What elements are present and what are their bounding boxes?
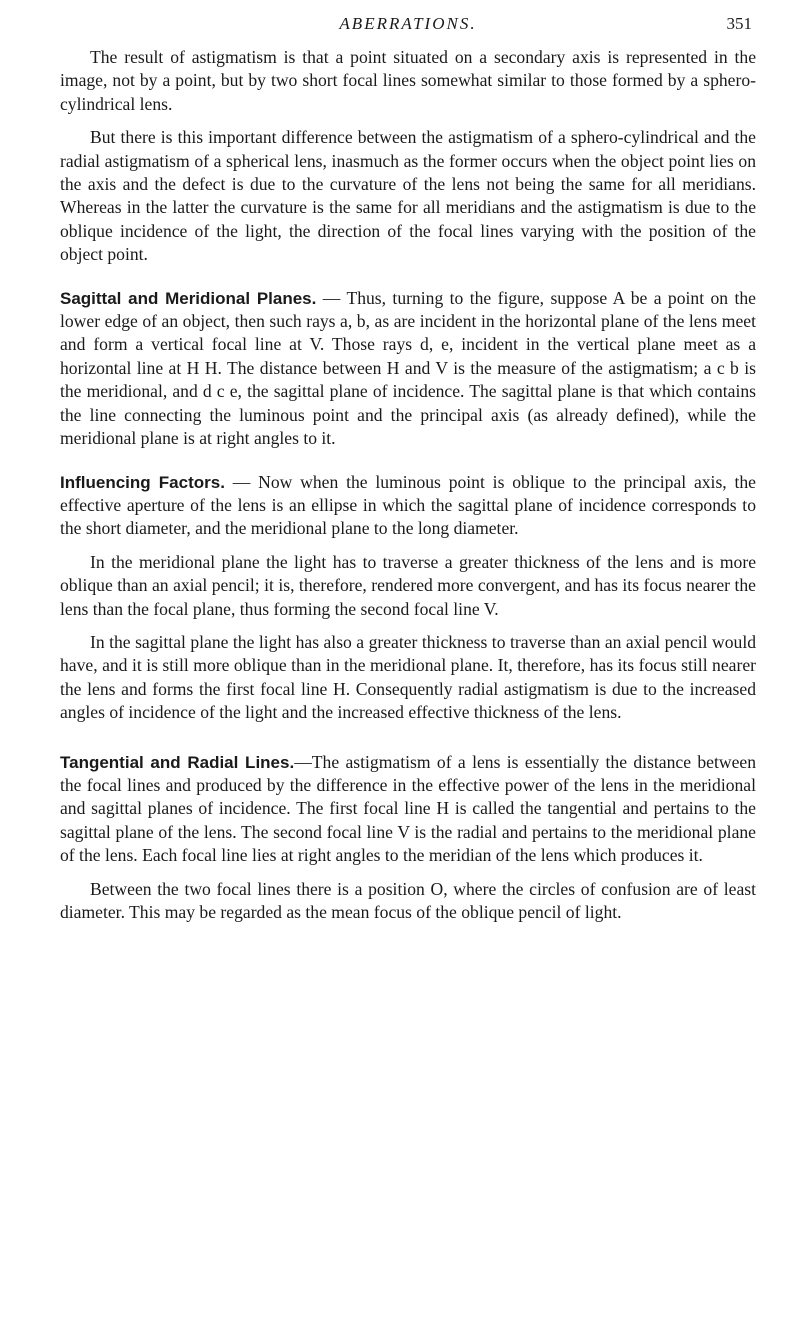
paragraph-1	[60, 46, 756, 116]
running-head	[60, 14, 756, 46]
paragraph-text: — Thus, turning to the figure, suppose A be a point on the lower edge of an object, then such rays a, b, as are incident in the horizontal plane of the lens meet and form a vertical focal line at V. Those rays d, e, incident in the vertical plane meet as a horizontal line at H H. The distance between H and V is the measure of the astigmatism; a c b is the meridional, and d c e, the sagittal plane of incidence. The sagittal plane is that which contains the line connecting the luminous point and the principal axis (as already defined), while the meridional plane is at right angles to it.	[60, 287, 756, 449]
paragraph-influencing-factors	[60, 471, 756, 541]
paragraph-least-confusion	[60, 878, 756, 925]
paragraph-meridional-plane	[60, 551, 756, 621]
paragraph-sagittal-plane	[60, 631, 756, 725]
section-heading-tangential-radial: Tangential and Radial Lines.	[60, 752, 295, 772]
paragraph-text: The result of astigmatism is that a point situated on a secondary axis is represented in the image, not by a point, but by two short focal lines somewhat similar to those formed by a sphero-cylindrical lens.	[60, 47, 756, 114]
paragraph-sagittal-meridional	[60, 287, 756, 451]
paragraph-text: Between the two focal lines there is a position O, where the circles of confusion are of least diameter. This may be regarded as the mean focus of the oblique pencil of light.	[60, 878, 756, 922]
page-number: 351	[726, 14, 752, 33]
paragraph-2	[60, 126, 756, 266]
section-heading-influencing-factors: Influencing Factors.	[60, 472, 225, 492]
paragraph-text: In the meridional plane the light has to traverse a greater thickness of the lens and is more oblique than an axial pencil; it is, therefore, rendered more convergent, and has its focus nearer the lens than the focal plane, thus forming the second focal line V.	[60, 551, 756, 619]
paragraph-tangential-radial	[60, 751, 756, 868]
paragraph-text: — Now when the luminous point is oblique to the principal axis, the effective aperture of the lens is an ellipse in which the sagittal plane of incidence corresponds to the short diameter, and the meridional plane to the long diameter.	[60, 471, 756, 539]
paragraph-text: But there is this important difference between the astigmatism of a sphero-cylindrical and the radial astigmatism of a spherical lens, inasmuch as the former occurs when the object point lies on the axis and the defect is due to the curvature of the lens not being the same for all meridians. Whereas in the latter the curvature is the same for all meridians and the astigmatism is due to the oblique incidence of the light, the direction of the focal lines varying with the position of the object point.	[60, 127, 756, 265]
paragraph-text: In the sagittal plane the light has also a greater thickness to traverse than an axial pencil would have, and it is still more oblique than in the meridional plane. It, therefore, has its focus still nearer the lens and forms the first focal line H. Consequently radial astigmatism is due to the increased angles of incidence of the light and the increased effective thickness of the lens.	[60, 631, 756, 723]
section-heading-sagittal-meridional: Sagittal and Meridional Planes.	[60, 288, 317, 308]
running-title: ABERRATIONS.	[339, 14, 477, 33]
paragraph-text: —The astigmatism of a lens is essentially the distance between the focal lines and produced by the difference in the effective power of the lens in the meridional and sagittal planes of incidence. The first focal line H is called the tangential and pertains to the sagittal plane of the lens. The second focal line V is the radial and pertains to the meridional plane of the lens. Each focal line lies at right angles to the meridian of the lens which produces it.	[60, 751, 757, 866]
